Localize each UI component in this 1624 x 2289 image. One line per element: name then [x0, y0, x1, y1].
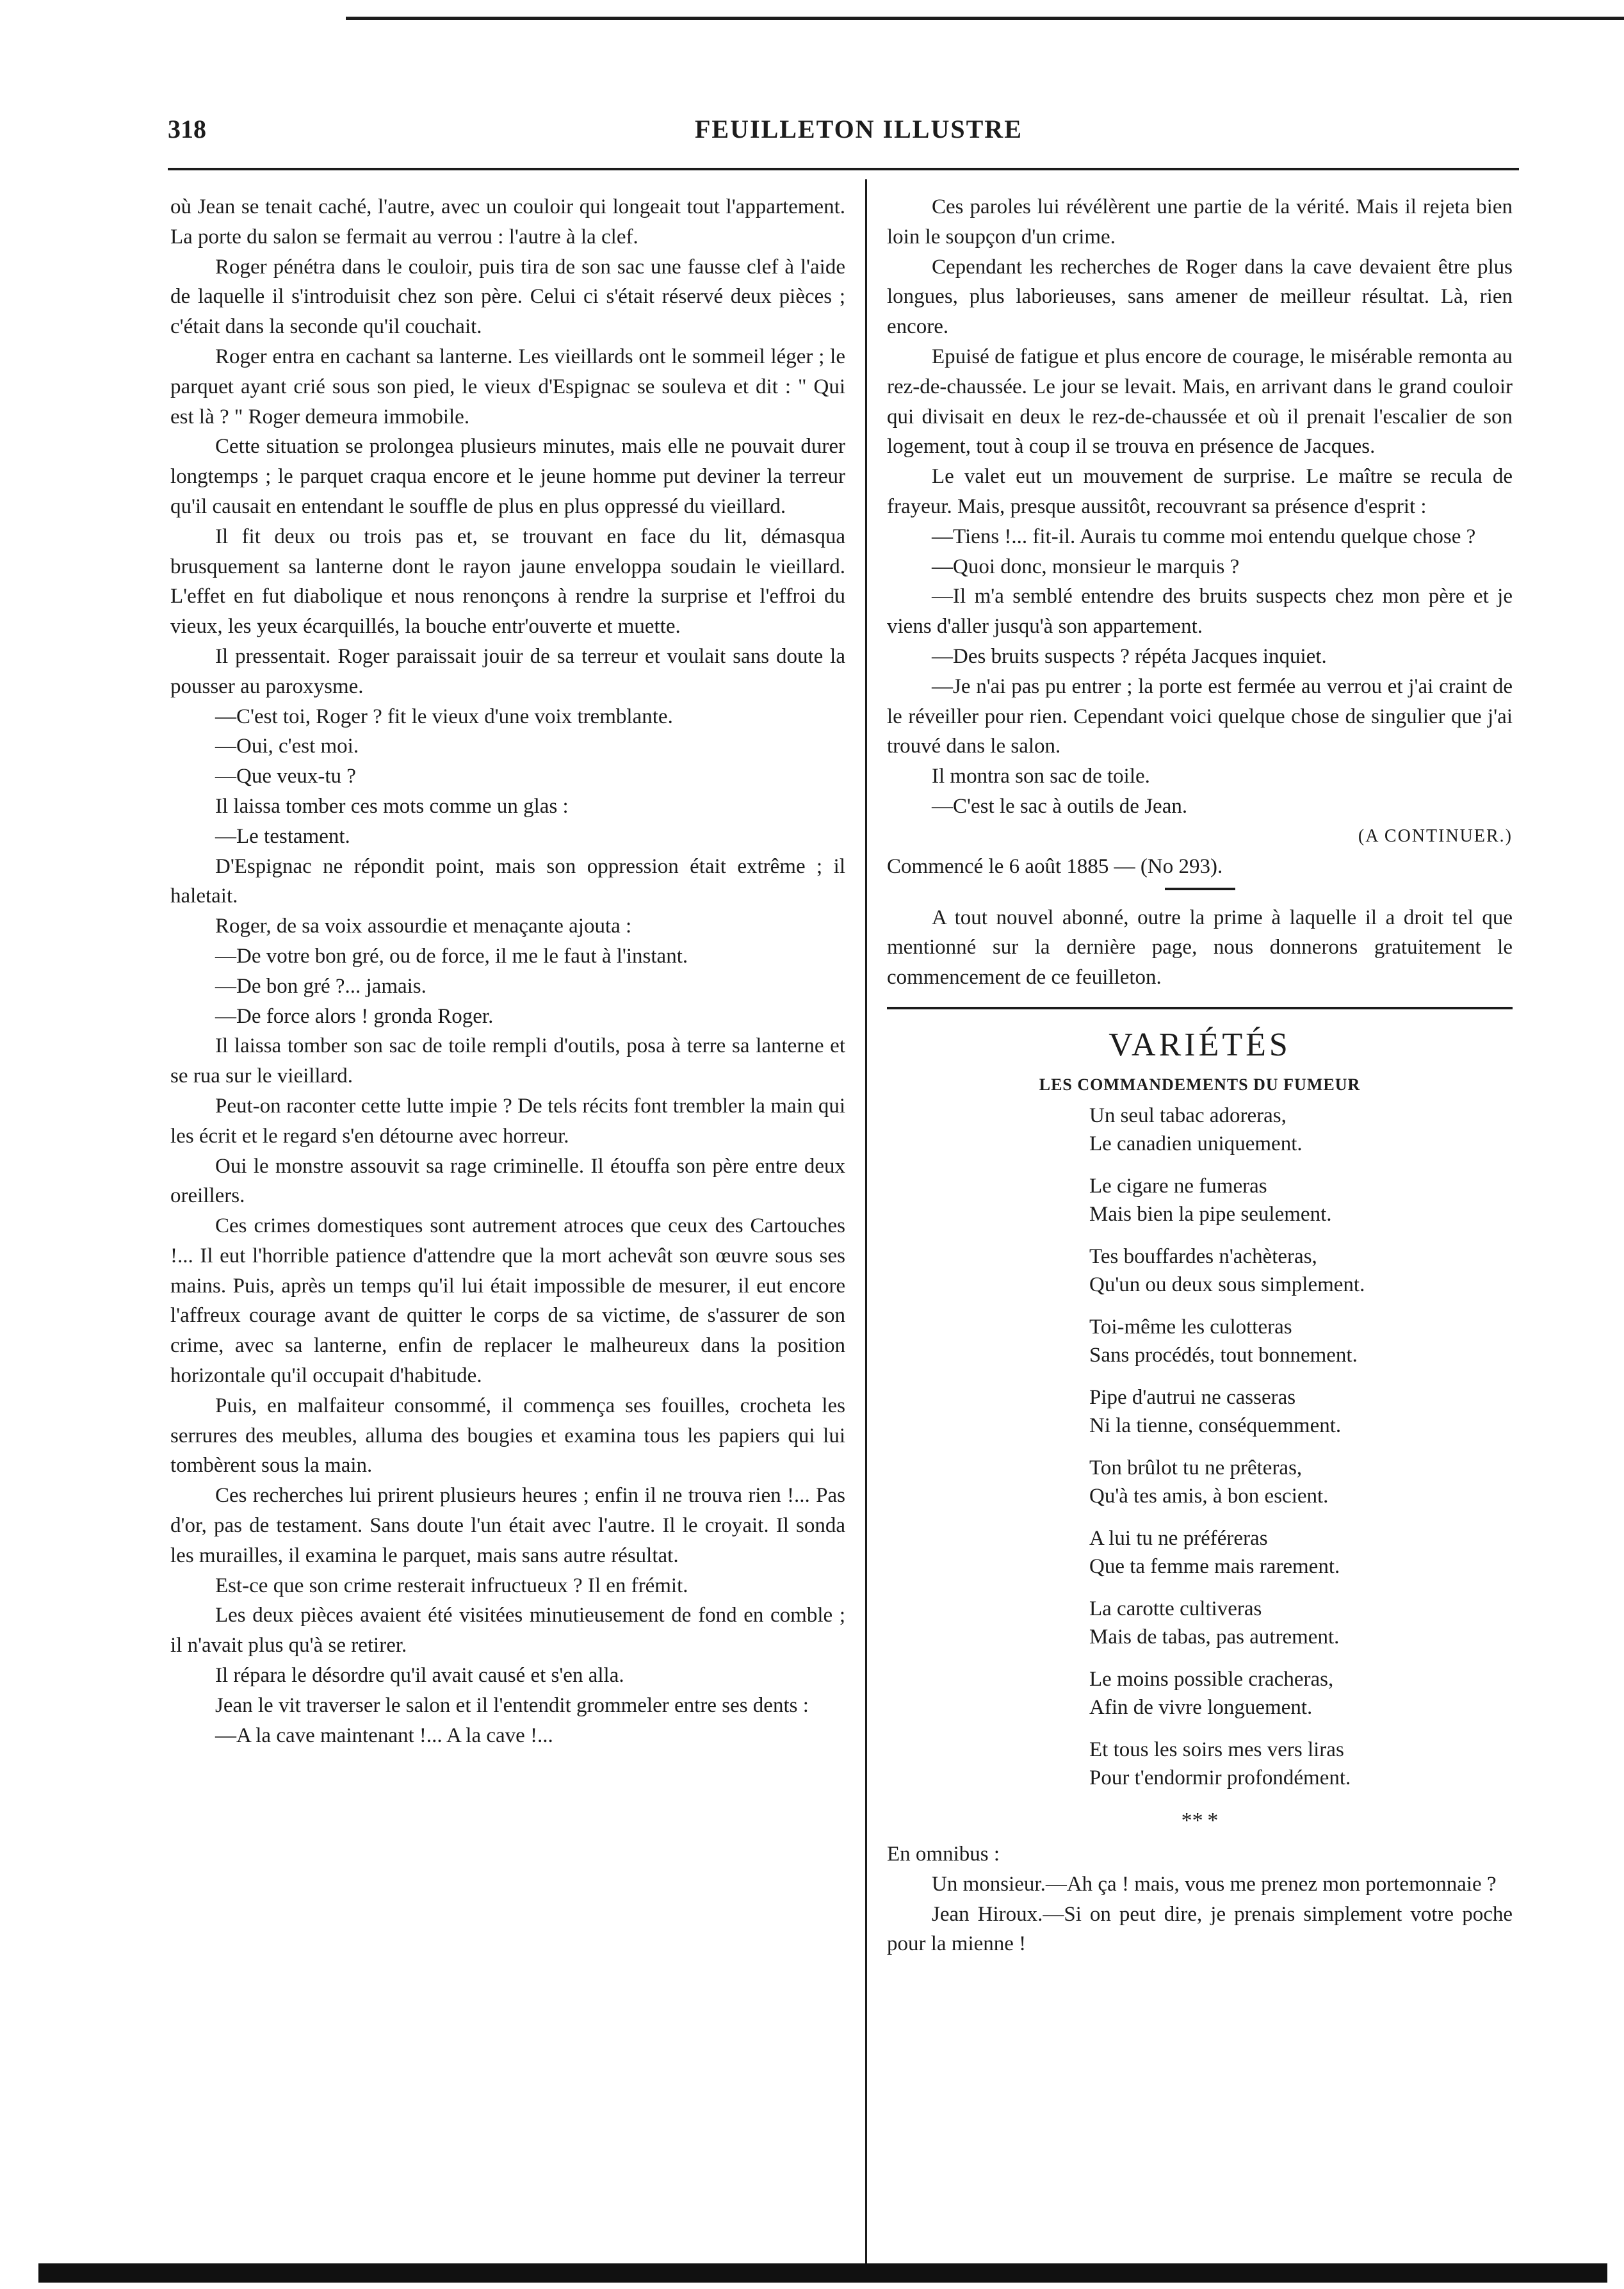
varietes-heading: VARIÉTÉS	[1108, 1026, 1291, 1063]
paragraph: Il laissa tomber son sac de toile rempli d'outils, posa à terre sa lanterne et se rua sur le vieillard.	[170, 1034, 845, 1088]
header-rule	[168, 168, 1519, 170]
paragraph: Roger entra en cachant sa lanterne. Les vieillards ont le sommeil léger ; le parquet ayant crié sous son pied, le vieux d'Espignac se souleva et dit : " Qui est là ? " Roger demeura immobile.	[170, 345, 845, 428]
stanza	[1089, 1454, 1513, 1510]
stanza	[1089, 1383, 1513, 1440]
verse-line: Un seul tabac adoreras,	[1089, 1104, 1287, 1127]
page-number: 318	[168, 115, 206, 143]
paragraph: Il répara le désordre qu'il avait causé et s'en alla.	[215, 1664, 624, 1688]
dialogue-line: —De force alors ! gronda Roger.	[215, 1004, 494, 1028]
dialogue-line: —Il m'a semblé entendre des bruits suspects chez mon père et je viens d'aller jusqu'à son appartement.	[887, 585, 1513, 639]
paragraph: Ces crimes domestiques sont autrement atroces que ceux des Cartouches !... Il eut l'horrible patience d'attendre que la mort achevât son œuvre sous ses mains. Puis, après un temps qu'il lui était impossible de mesurer, il eut encore l'affreux courage avant de quitter le corps de sa victime, de s'assurer de son crime, avec sa lanterne, enfin de replacer le malheureux dans la position horizontale qu'il occupait d'habitude.	[170, 1214, 845, 1388]
paragraph: Est-ce que son crime resterait infructueux ? Il en frémit.	[215, 1574, 688, 1597]
verse-line: A lui tu ne préféreras	[1089, 1526, 1268, 1550]
paragraph: Il fit deux ou trois pas et, se trouvant en face du lit, démasqua brusquement sa lanterne dont le rayon jaune enveloppa soudain le vieillard. L'effet en fut diabolique et nous renonçons à rendre la surprise et l'effroi du vieux, les yeux écarquillés, la bouche entr'ouverte et muette.	[170, 525, 845, 639]
continuation-line	[887, 822, 1513, 852]
verse-line: Qu'un ou deux sous simplement.	[1089, 1273, 1365, 1296]
dialogue-line: —C'est toi, Roger ? fit le vieux d'une voix tremblante.	[215, 705, 673, 728]
paragraph: où Jean se tenait caché, l'autre, avec un couloir qui longeait tout l'appartement. La porte du salon se fermait au verrou : l'autre à la clef.	[170, 195, 845, 248]
anecdote-line: Jean Hiroux.—Si on peut dire, je prenais simplement votre poche pour la mienne !	[887, 1902, 1513, 1956]
dialogue-line: —C'est le sac à outils de Jean.	[932, 794, 1188, 818]
right-column	[887, 192, 1513, 1959]
verse-line: La carotte cultiveras	[1089, 1597, 1262, 1620]
paragraph: Cependant les recherches de Roger dans la cave devaient être plus longues, plus laborieuses, sans amener de meilleur résultat. Là, rien encore.	[887, 255, 1513, 339]
paragraph: Ces paroles lui révélèrent une partie de la vérité. Mais il rejeta bien loin le soupçon d'un crime.	[887, 195, 1513, 248]
dialogue-line: —Des bruits suspects ? répéta Jacques inquiet.	[932, 644, 1327, 668]
verse-line: Pipe d'autrui ne casseras	[1089, 1385, 1296, 1409]
paragraph: Cette situation se prolongea plusieurs minutes, mais elle ne pouvait durer longtemps ; le parquet craqua encore et le jeune homme put deviner la terreur qu'il causait en entendant le souffle de plus en plus oppressé du vieillard.	[170, 435, 845, 518]
dialogue-line: —Tiens !... fit-il. Aurais tu comme moi entendu quelque chose ?	[932, 525, 1476, 548]
running-head: FEUILLETON ILLUSTRE	[695, 115, 1023, 143]
verse-line: Ni la tienne, conséquemment.	[1089, 1413, 1342, 1437]
subscriber-notice: A tout nouvel abonné, outre la prime à laquelle il a droit tel que mentionné sur la dernière page, nous donnerons gratuitement le commencement de ce feuilleton.	[887, 906, 1513, 990]
poem	[1089, 1102, 1513, 1792]
paragraph: Peut-on raconter cette lutte impie ? De tels récits font trembler la main qui les écrit et le regard s'en détourne avec horreur.	[170, 1094, 845, 1148]
verse-line: Ton brûlot tu ne prêteras,	[1089, 1456, 1303, 1479]
paragraph: Roger pénétra dans le couloir, puis tira de son sac une fausse clef à l'aide de laquelle il s'introduisit chez son père. Celui ci s'était réservé deux pièces ; c'était dans la seconde qu'il couchait.	[170, 255, 845, 339]
verse-line: Mais bien la pipe seulement.	[1089, 1202, 1332, 1226]
bottom-edge-band	[38, 2263, 1607, 2283]
stanza	[1089, 1102, 1513, 1158]
verse-line: Pour t'endormir profondément.	[1089, 1766, 1351, 1789]
stanza	[1089, 1736, 1513, 1792]
anecdote-heading: En omnibus :	[887, 1842, 1000, 1866]
dialogue-line: —A la cave maintenant !... A la cave !...	[215, 1723, 553, 1747]
stanza	[1089, 1665, 1513, 1722]
column-divider	[865, 179, 867, 2274]
paragraph: Epuisé de fatigue et plus encore de courage, le misérable remonta au rez-de-chaussée. Le jour se levait. Mais, en arrivant dans le grand couloir qui divisait en deux le rez-de-chaussée et où il prenait l'escalier de son logement, tout à coup il se trouva en présence de Jacques.	[887, 345, 1513, 459]
paragraph: Roger, de sa voix assourdie et menaçante ajouta :	[215, 915, 632, 938]
short-rule	[1165, 888, 1235, 890]
verse-line: Que ta femme mais rarement.	[1089, 1554, 1340, 1578]
paragraph: Les deux pièces avaient été visitées minutieusement de fond en comble ; il n'avait plus qu'à se retirer.	[170, 1604, 845, 1658]
left-column	[170, 192, 845, 1750]
poem-title: LES COMMANDEMENTS DU FUMEUR	[1039, 1075, 1361, 1094]
verse-line: Tes bouffardes n'achèteras,	[1089, 1244, 1317, 1268]
top-edge-rule	[346, 17, 1624, 20]
verse-line: Mais de tabas, pas autrement.	[1089, 1625, 1340, 1649]
stanza	[1089, 1524, 1513, 1581]
dialogue-line: —Que veux-tu ?	[215, 765, 356, 788]
stanza	[1089, 1172, 1513, 1228]
dialogue-line: —Oui, c'est moi.	[215, 735, 359, 758]
dialogue-line: —De votre bon gré, ou de force, il me le faut à l'instant.	[215, 944, 688, 968]
paragraph: D'Espignac ne répondit point, mais son oppression était extrême ; il haletait.	[170, 854, 845, 908]
verse-line: Le cigare ne fumeras	[1089, 1174, 1267, 1198]
dialogue-line: —De bon gré ?... jamais.	[215, 974, 426, 998]
verse-line: Le moins possible cracheras,	[1089, 1667, 1334, 1691]
verse-line: Le canadien uniquement.	[1089, 1132, 1303, 1155]
paragraph: Jean le vit traverser le salon et il l'entendit grommeler entre ses dents :	[215, 1693, 809, 1717]
to-be-continued-label: (A CONTINUER.)	[1358, 826, 1513, 846]
verse-line: Qu'à tes amis, à bon escient.	[1089, 1484, 1329, 1508]
dialogue-line: —Quoi donc, monsieur le marquis ?	[932, 555, 1240, 578]
verse-line: Afin de vivre longuement.	[1089, 1695, 1313, 1719]
verse-line: Sans procédés, tout bonnement.	[1089, 1343, 1358, 1367]
stanza	[1089, 1595, 1513, 1651]
asterism: ** *	[1181, 1808, 1219, 1832]
paragraph: Le valet eut un mouvement de surprise. Le maître se recula de frayeur. Mais, presque aussitôt, recouvrant sa présence d'esprit :	[887, 465, 1513, 518]
paragraph: Il pressentait. Roger paraissait jouir de sa terreur et voulait sans doute la pousser au paroxysme.	[170, 644, 845, 698]
dialogue-line: —Le testament.	[215, 824, 350, 848]
paragraph: Il montra son sac de toile.	[932, 765, 1150, 788]
dialogue-line: —Je n'ai pas pu entrer ; la porte est fermée au verrou et j'ai craint de le réveiller pour rien. Cependant voici quelque chose de singulier que j'ai trouvé dans le salon.	[887, 674, 1513, 758]
paragraph: Puis, en malfaiteur consommé, il commença ses fouilles, crocheta les serrures des meubles, alluma des bougies et examina tous les papiers qui lui tombèrent sous la main.	[170, 1394, 845, 1478]
stanza	[1089, 1242, 1513, 1299]
verse-line: Toi-même les culotteras	[1089, 1315, 1292, 1339]
stanza	[1089, 1313, 1513, 1369]
paragraph: Il laissa tomber ces mots comme un glas :	[215, 794, 569, 818]
section-rule	[887, 1007, 1513, 1009]
paragraph: Ces recherches lui prirent plusieurs heures ; enfin il ne trouva rien !... Pas d'or, pas de testament. Sans doute l'un était avec l'autre. Il le croyait. Il sonda les murailles, il examina le parquet, mais sans autre résultat.	[170, 1484, 845, 1567]
serial-start-note: Commencé le 6 août 1885 — (No 293).	[887, 854, 1223, 878]
anecdote-line: Un monsieur.—Ah ça ! mais, vous me prenez mon portemonnaie ?	[932, 1872, 1497, 1896]
verse-line: Et tous les soirs mes vers liras	[1089, 1738, 1344, 1761]
paragraph: Oui le monstre assouvit sa rage criminelle. Il étouffa son père entre deux oreillers.	[170, 1154, 845, 1208]
